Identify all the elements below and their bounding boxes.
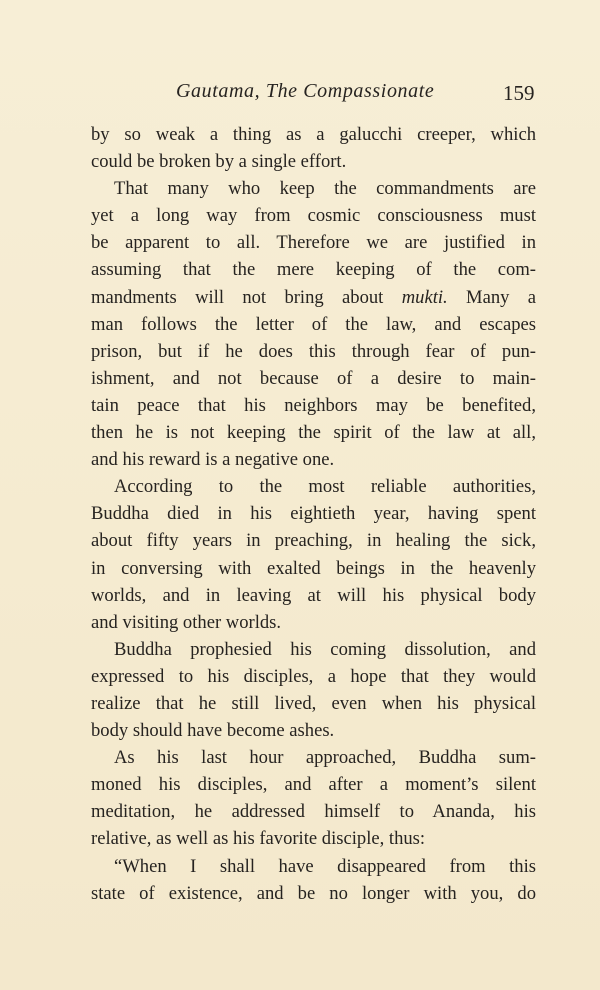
text-line: ishment, and not because of a desire to main-: [91, 367, 536, 389]
paragraph-4: [91, 636, 536, 744]
text-line: moned his disciples, and after a moment’s silent: [91, 774, 536, 796]
running-title: Gautama, The Compassionate: [176, 80, 435, 102]
text-line: state of existence, and be no longer with you, do: [91, 882, 536, 904]
text-line: by so weak a thing as a galucchi creeper, which: [91, 124, 536, 145]
text-line: then he is not keeping the spirit of the law at all,: [91, 422, 536, 444]
paragraph-2: [91, 175, 536, 473]
text-line: body should have become ashes.: [91, 720, 335, 742]
text-line: about fifty years in preaching, in healing the sick,: [91, 530, 536, 552]
italic-term: mukti.: [401, 286, 448, 308]
paragraph-6: [91, 853, 536, 907]
text-line: meditation, he addressed himself to Ananda, his: [91, 801, 536, 823]
text-line: man follows the letter of the law, and escapes: [91, 313, 536, 335]
body-text: [91, 121, 536, 907]
text-line: be apparent to all. Therefore we are justified in: [91, 232, 536, 254]
text-line: Buddha died in his eightieth year, having spent: [91, 503, 536, 525]
text-line: and his reward is a negative one.: [91, 449, 335, 471]
text-line: That many who keep the commandments are: [114, 178, 536, 200]
text-line: Buddha prophesied his coming dissolution, and: [114, 638, 536, 660]
text-line: worlds, and in leaving at will his physical body: [91, 584, 536, 606]
text-line: relative, as well as his favorite disciple, thus:: [91, 828, 426, 850]
text-line: tain peace that his neighbors may be benefited,: [91, 394, 536, 416]
text-line: As his last hour approached, Buddha sum-: [114, 747, 536, 769]
text-line: and visiting other worlds.: [91, 611, 282, 633]
text-line: could be broken by a single effort.: [91, 151, 347, 173]
text-line: “When I shall have disappeared from this: [114, 855, 536, 877]
text-run: Many a: [466, 286, 537, 308]
text-line: in conversing with exalted beings in the heavenly: [91, 557, 536, 579]
text-run: mandments will not bring about: [91, 286, 384, 308]
paragraph-3: [91, 473, 536, 636]
text-line: assuming that the mere keeping of the com-: [91, 259, 536, 281]
text-line: expressed to his disciples, a hope that they would: [91, 665, 536, 687]
text-line: yet a long way from cosmic consciousness must: [91, 205, 536, 227]
text-line: realize that he still lived, even when his physical: [91, 692, 536, 714]
paragraph-5: [91, 744, 536, 852]
paragraph-1: [91, 121, 536, 175]
text-line: According to the most reliable authorities,: [114, 476, 536, 498]
page-header: [0, 76, 600, 106]
page-number: 159: [503, 81, 535, 105]
text-line: prison, but if he does this through fear of pun-: [91, 340, 536, 362]
text-line: [91, 284, 536, 311]
